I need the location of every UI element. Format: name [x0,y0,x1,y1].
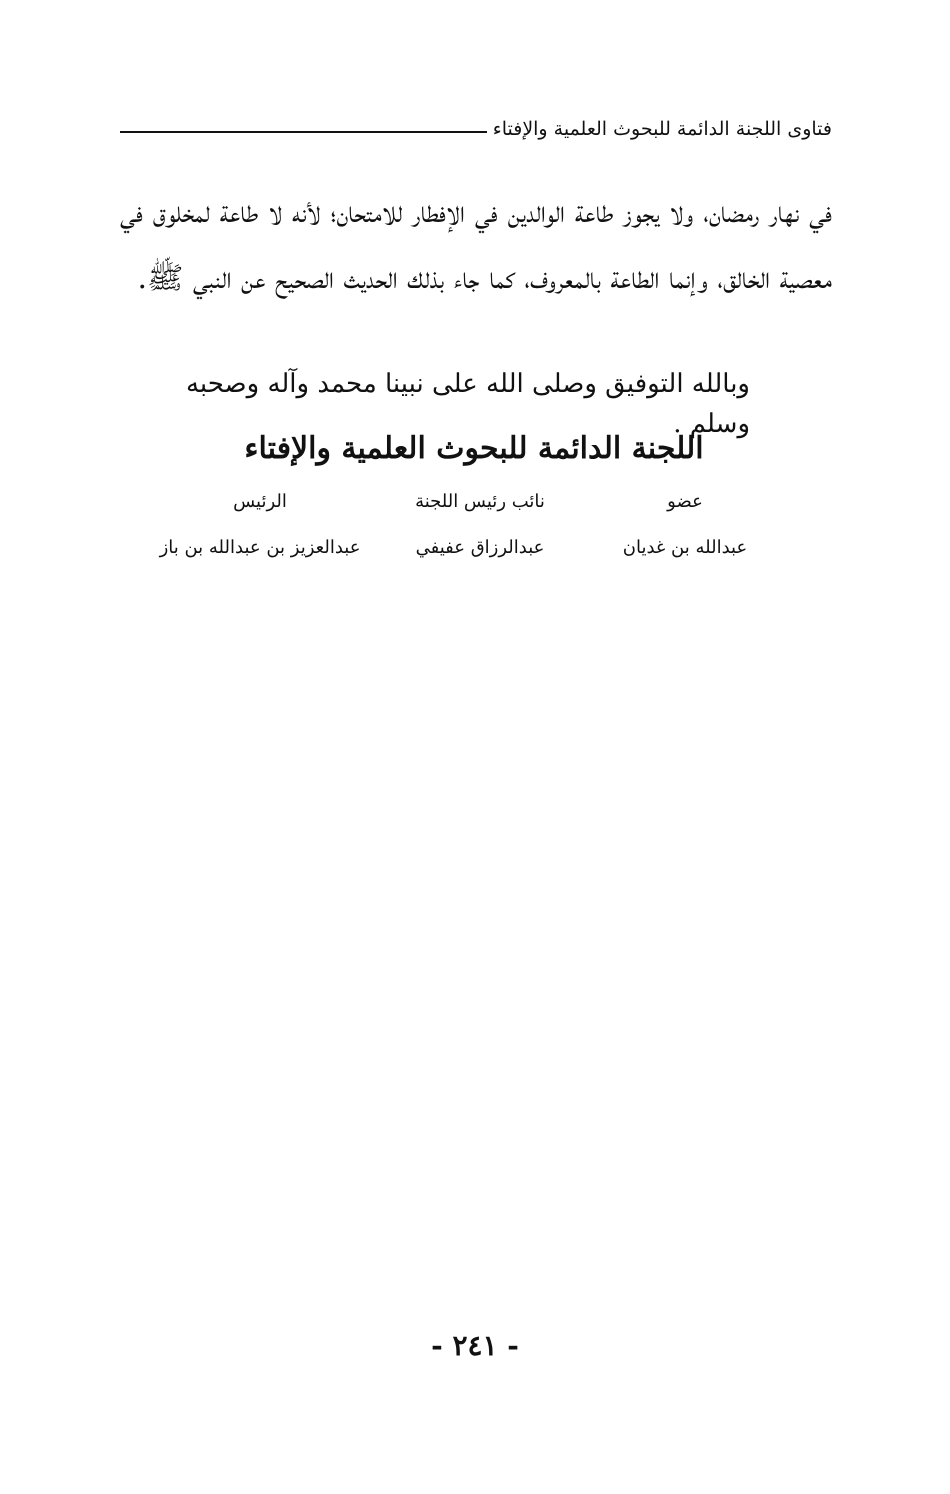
deputy-name: عبدالرزاق عفيفي [415,537,545,558]
running-header [120,114,832,144]
fatwa-body [120,180,832,312]
closing-line: وبالله التوفيق وصلى الله على نبينا محمد وآله وصحبه وسلم . [185,369,750,439]
header-title: فتاوى اللجنة الدائمة للبحوث العلمية والإفتاء [492,118,832,140]
signature-block [160,488,760,578]
member-name: عبدالله بن غديان [622,537,748,558]
header-rule [120,131,487,133]
signature-chair [145,488,375,562]
signature-deputy [395,488,565,562]
body-paragraph: في نهار رمضان، ولا يجوز طاعة الوالدين في الإفطار للامتحان؛ لأنه لا طاعة لمخلوق في معصية الخالق، وإنما الطاعة بالمعروف، كما جاء بذلك الحديث الصحيح عن النبي ﷺ. [120,195,832,296]
committee-name: اللجنة الدائمة للبحوث العلمية والإفتاء [244,431,704,466]
deputy-role: نائب رئيس اللجنة [415,491,545,512]
page-number: - ٢٤١ - [431,1329,519,1362]
chair-name: عبدالعزيز بن عبدالله بن باز [159,537,361,558]
chair-role: الرئيس [233,491,287,512]
signature-member [610,488,760,562]
member-role: عضو [667,491,703,512]
